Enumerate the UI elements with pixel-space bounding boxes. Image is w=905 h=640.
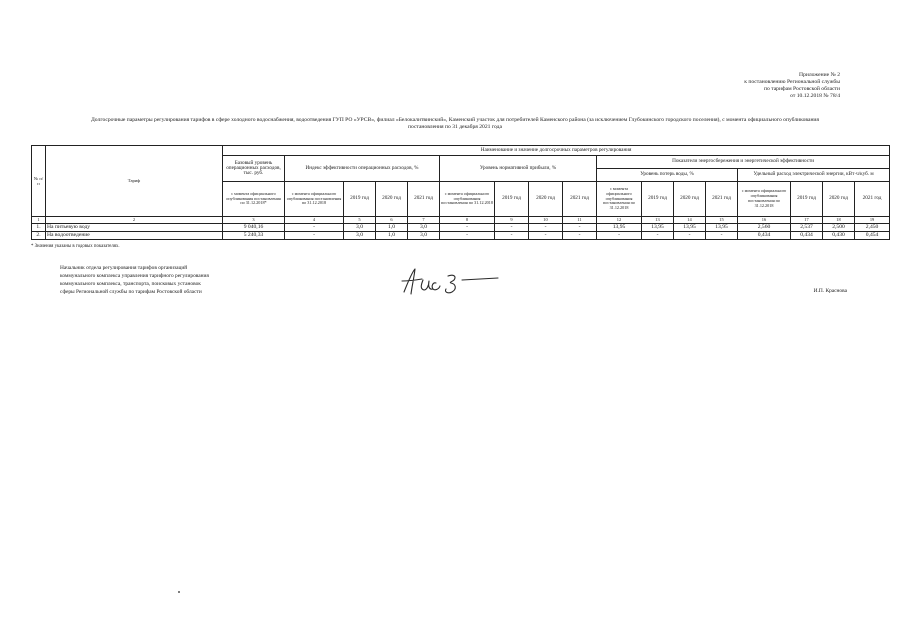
signature-image [398,264,510,300]
index-2020-value: 1,0 [376,224,408,232]
column-numbers-row [32,217,890,224]
column-number: 16 [738,217,791,224]
header-electricity-consumption: Удельный расход электрической энергии, кВт·ч/куб. м [738,169,890,182]
column-number: 11 [563,217,597,224]
column-number: 1 [32,217,46,224]
index-2019-value: 3,0 [344,224,376,232]
row-number: 2. [32,232,46,240]
electricity-2019-value: 2,537 [791,224,823,232]
signer-position-line3: коммунального комплекса, транспорта, поисковых установок [60,281,201,287]
base-expenses-value: 5 240,33 [223,232,285,240]
header-number: № п/п [32,146,46,217]
signer-position [60,264,270,296]
header-base-period: с момента официального опубликования постановления по 31.12.2018* [223,182,285,217]
header-normative-profit: Уровень нормативной прибыли, % [440,156,597,182]
header-water-loss-2019: 2019 год [642,182,674,217]
header-index-period: с момента официального опубликования постановления по 31.12.2018 [285,182,344,217]
parameters-table [31,145,890,240]
electricity-2019-value: 0,434 [791,232,823,240]
electricity-2021-value: 0,454 [855,232,890,240]
header-base-expenses: Базовый уровень операционных расходов, тыс. руб. [223,156,285,182]
index-period-value: - [285,232,344,240]
electricity-period-value: 2,560 [738,224,791,232]
header-water-loss-2020: 2020 год [674,182,706,217]
electricity-2021-value: 2,450 [855,224,890,232]
header-water-loss-period: с момента официального опубликования постановления по 31.12.2018 [597,182,642,217]
profit-period-value: - [440,232,495,240]
header-index-2021: 2021 год [408,182,440,217]
appendix-date: от 10.12.2018 № 78/4 [790,93,840,99]
header-electricity-2020: 2020 год [823,182,855,217]
water-loss-2019-value: 13,95 [642,224,674,232]
document-title [60,117,850,131]
water-loss-2021-value: - [706,232,738,240]
row-number: 1. [32,224,46,232]
tariff-name: На питьевую воду [46,224,223,232]
water-loss-2020-value: 13,95 [674,224,706,232]
header-parameters: Наименование и значение долгосрочных параметров регулирования [223,146,890,156]
column-number: 4 [285,217,344,224]
appendix-service: по тарифам Ростовской области [764,86,840,92]
profit-2019-value: - [495,232,529,240]
document-title-line2: постановления по 31 декабря 2021 года [408,124,502,130]
index-2019-value: 3,0 [344,232,376,240]
header-energy-saving: Показатели энергосбережения и энергетической эффективности [597,156,890,169]
column-number: 6 [376,217,408,224]
index-period-value: - [285,224,344,232]
column-number: 13 [642,217,674,224]
water-loss-2019-value: - [642,232,674,240]
water-loss-2020-value: - [674,232,706,240]
base-expenses-value: 9 040,16 [223,224,285,232]
water-loss-2021-value: 13,95 [706,224,738,232]
profit-2021-value: - [563,224,597,232]
header-water-loss-2021: 2021 год [706,182,738,217]
signature-stroke [402,269,498,294]
column-number: 2 [46,217,223,224]
column-number: 14 [674,217,706,224]
column-number: 5 [344,217,376,224]
column-number: 10 [529,217,563,224]
header-electricity-2021: 2021 год [855,182,890,217]
index-2021-value: 3,0 [408,232,440,240]
signer-position-line2: коммунального комплекса управления тарифного регулирования [60,273,209,279]
profit-2020-value: - [529,232,563,240]
signer-position-line1: Начальник отдела регулирования тарифов организаций [60,265,188,271]
column-number: 17 [791,217,823,224]
appendix-header [620,72,840,100]
column-number: 3 [223,217,285,224]
column-number: 7 [408,217,440,224]
table-row [32,224,890,232]
appendix-resolution: к постановлению Региональной службы [744,79,840,85]
table-row [32,232,890,240]
header-efficiency-index: Индекс эффективности операционных расходов, % [285,156,440,182]
header-profit-2019: 2019 год [495,182,529,217]
water-loss-period-value: 13,95 [597,224,642,232]
index-2020-value: 1,0 [376,232,408,240]
column-number: 8 [440,217,495,224]
column-number: 12 [597,217,642,224]
electricity-period-value: 0,434 [738,232,791,240]
header-index-2020: 2020 год [376,182,408,217]
index-2021-value: 3,0 [408,224,440,232]
tariff-name: На водоотведение [46,232,223,240]
profit-2019-value: - [495,224,529,232]
profit-period-value: - [440,224,495,232]
column-number: 15 [706,217,738,224]
header-electricity-2019: 2019 год [791,182,823,217]
header-profit-2021: 2021 год [563,182,597,217]
profit-2021-value: - [563,232,597,240]
header-tariff: Тариф [46,146,223,217]
scan-dot [178,591,180,593]
column-number: 9 [495,217,529,224]
document-title-line1: Долгосрочные параметры регулирования тарифов в сфере холодного водоснабжения, водоотведения ГУП РО «УРСВ», филиал «Белокалитвинский», Каменский участок для потребителей Каменского района (за исключением Глубокинского городского поселения), с момента официального опубликования [90,117,820,123]
header-water-loss: Уровень потерь воды, % [597,169,738,182]
electricity-2020-value: 2,500 [823,224,855,232]
water-loss-period-value: - [597,232,642,240]
footnote: * Значения указаны в годовых показателях. [31,244,120,249]
column-number: 18 [823,217,855,224]
header-profit-2020: 2020 год [529,182,563,217]
signer-name: И.П. Краснова [813,288,847,294]
header-profit-period: с момента официального опубликования постановления по 31.12.2018 [440,182,495,217]
profit-2020-value: - [529,224,563,232]
appendix-number: Приложение № 2 [799,72,840,78]
signer-position-line4: сферы Региональной службы по тарифам Ростовской области [60,289,202,295]
electricity-2020-value: 0,430 [823,232,855,240]
column-number: 19 [855,217,890,224]
header-electricity-period: с момента официального опубликования постановления по 31.12.2018 [738,182,791,217]
header-index-2019: 2019 год [344,182,376,217]
